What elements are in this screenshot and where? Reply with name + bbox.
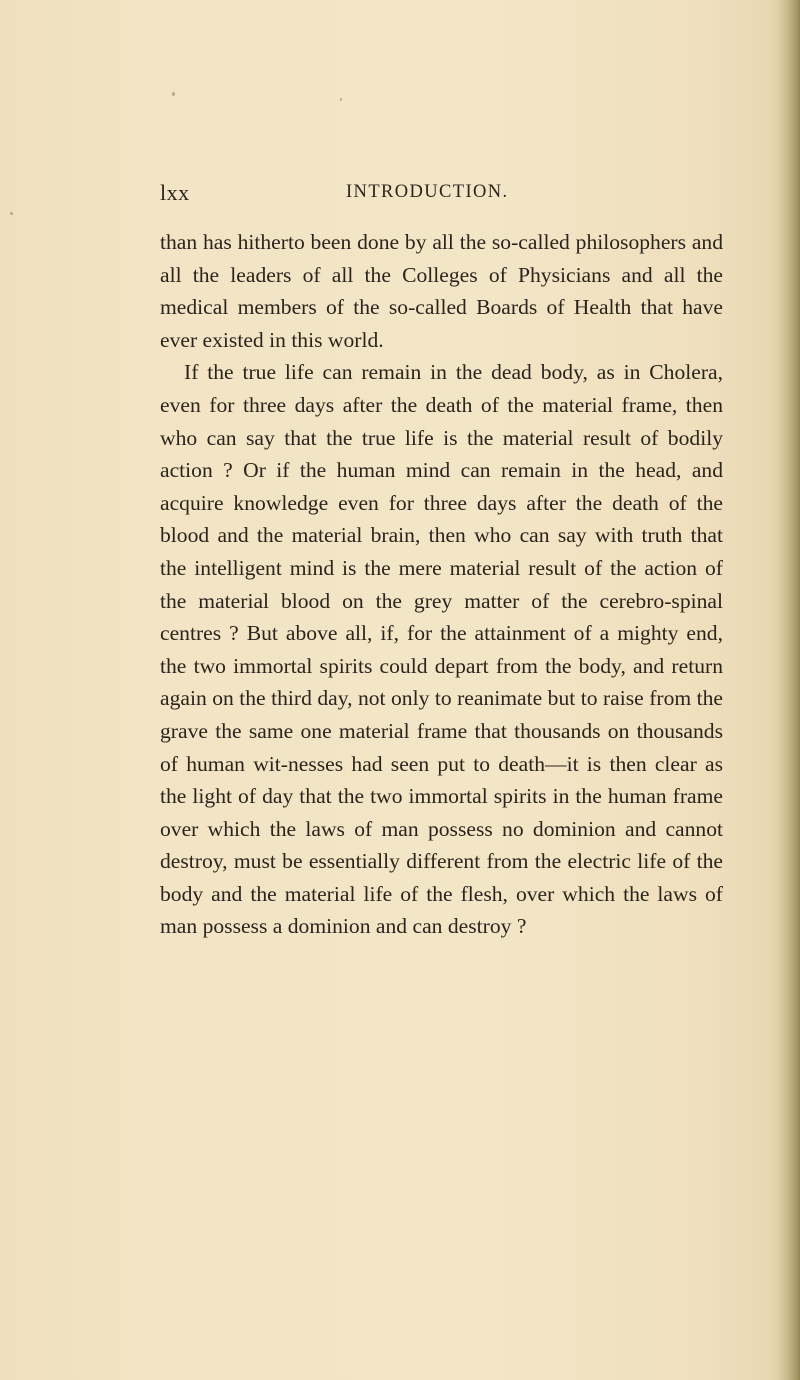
paper-speck xyxy=(172,92,175,96)
page-number: lxx xyxy=(160,180,190,205)
body-text xyxy=(160,226,723,943)
running-head: INTRODUCTION. xyxy=(346,182,509,202)
page-edge-shadow xyxy=(778,0,800,1380)
paper-speck xyxy=(10,212,13,215)
page-header xyxy=(160,180,720,210)
paragraph-2: If the true life can remain in the dead body, as in Cholera, even for three days after the death of the material frame, then who can say that the true life is the material result of bodily action ? Or if the human mind can remain in the head, and acquire knowledge even for three days after the death of the blood and the material brain, then who can say with truth that the intelligent mind is the mere material result of the action of the material blood on the grey matter of the cerebro-spinal centres ? But above all, if, for the attainment of a mighty end, the two immortal spirits could depart from the body, and return again on the third day, not only to reanimate but to raise from the grave the same one material frame that thousands on thousands of human wit-nesses had seen put to death—it is then clear as the light of day that the two immortal spirits in the human frame over which the laws of man possess no dominion and cannot destroy, must be essentially different from the electric life of the body and the material life of the flesh, over which the laws of man possess a dominion and can destroy ? xyxy=(160,360,723,939)
paper-speck xyxy=(340,98,342,101)
paragraph-1: than has hitherto been done by all the so-called philosophers and all the leaders of all the Colleges of Physicians and all the medical members of the so-called Boards of Health that have ever existed in this world. xyxy=(160,230,723,352)
